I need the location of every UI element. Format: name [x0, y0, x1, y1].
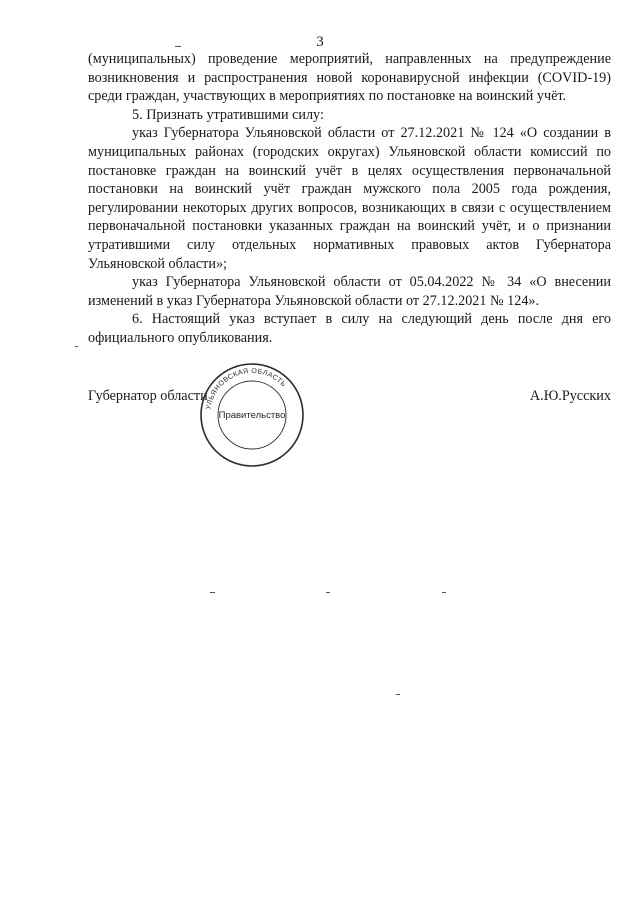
page-number: 3	[316, 34, 324, 50]
paragraph-3: указ Губернатора Ульяновской области от 27.12.2021 № 124 «О создании в муниципальных районах (городских округах) Ульяновской области комиссий по постановке граждан на воинский учёт в целях осуществления первоначальной постановки на воинский учёт граждан мужского пола 2005 года рождения, регулировании некоторых других вопросов, возникающих в связи с осуществлением первоначальной постановки указанных граждан на воинский учёт, и о признании утратившими силу отдельных нормативных правовых актов Губернатора Ульяновской области»;	[88, 125, 611, 272]
scan-speck	[442, 592, 446, 593]
scan-speck	[396, 694, 400, 695]
scan-speck	[210, 592, 215, 593]
paragraph-2: 5. Признать утратившими силу:	[132, 106, 324, 123]
scan-speck	[326, 592, 330, 593]
signatory-name: А.Ю.Русских	[529, 388, 611, 404]
seal-center-text: Правительство	[218, 410, 286, 421]
signatory-title: Губернатор области	[88, 388, 208, 404]
paragraph-4: указ Губернатора Ульяновской области от 05.04.2022 № 34 «О внесении изменений в указ Губернатора Ульяновской области от 27.12.2021 № 124».	[88, 274, 611, 309]
paragraph-1: (муниципальных) проведение мероприятий, направленных на предупреждение возникновения и распространения новой коронавирусной инфекции (COVID-19) среди граждан, участвующих в мероприятиях по постановке на воинский учёт.	[88, 51, 611, 105]
scan-speck	[75, 346, 78, 347]
paragraph-5: 6. Настоящий указ вступает в силу на следующий день после дня его официального опубликования.	[88, 311, 611, 346]
scan-speck	[175, 46, 181, 47]
official-seal-stamp	[198, 361, 306, 469]
document-body	[88, 50, 611, 348]
seal-ring-text: УЛЬЯНОВСКАЯ ОБЛАСТЬ	[205, 367, 288, 411]
